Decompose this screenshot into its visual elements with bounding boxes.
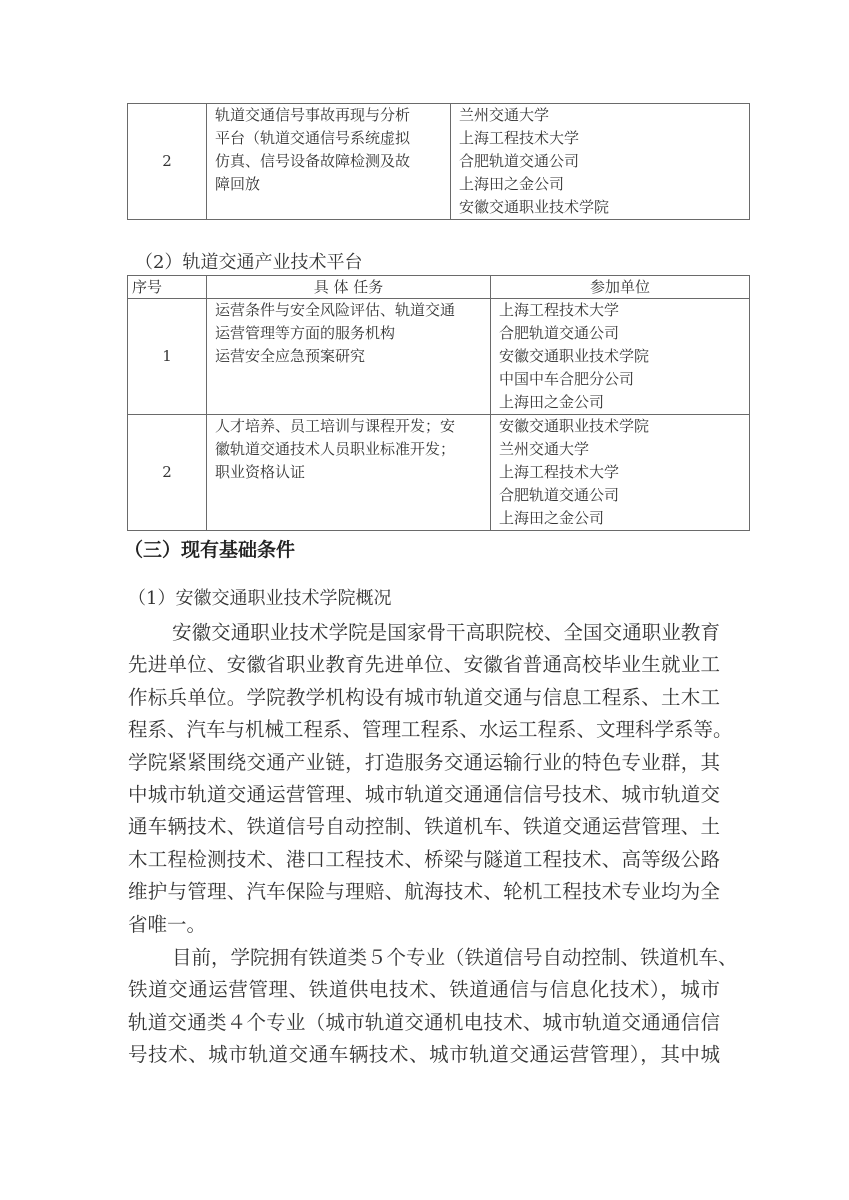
table-row (128, 104, 750, 220)
table-caption: （2）轨道交通产业技术平台 (135, 252, 363, 273)
row-task (207, 299, 491, 415)
row-task (207, 104, 451, 220)
row-task (207, 415, 491, 531)
table-header-row (128, 276, 750, 299)
row-units (491, 299, 750, 415)
task-line: 运营管理等方面的服务机构 (215, 324, 396, 342)
unit-line: 安徽交通职业技术学院 (499, 417, 650, 435)
unit-line: 安徽交通职业技术学院 (499, 347, 650, 365)
row-seq: 2 (128, 415, 207, 531)
paragraph-line: 先进单位、安徽省职业教育先进单位、安徽省普通高校毕业生就业工 (128, 653, 720, 677)
table-row (128, 415, 750, 531)
unit-line: 上海工程技术大学 (499, 301, 620, 319)
row-seq: 2 (128, 104, 207, 220)
platform-table-1 (127, 103, 750, 220)
task-line: 运营安全应急预案研究 (215, 347, 366, 365)
row-units (451, 104, 750, 220)
paragraph-line: 作标兵单位。学院教学机构设有城市轨道交通与信息工程系、土木工 (128, 685, 720, 709)
row-seq: 1 (128, 299, 207, 415)
unit-line: 安徽交通职业技术学院 (459, 198, 610, 216)
task-line: 职业资格认证 (215, 463, 306, 481)
task-line: 仿真、信号设备故障检测及故 (215, 152, 411, 170)
paragraph-line: 学院紧紧围绕交通产业链，打造服务交通运输行业的特色专业群，其 (128, 750, 720, 774)
header-seq: 序号 (128, 276, 207, 299)
unit-line: 上海工程技术大学 (499, 463, 620, 481)
header-units: 参加单位 (491, 276, 750, 299)
paragraph-line: 维护与管理、汽车保险与理赔、航海技术、轮机工程技术专业均为全 (128, 880, 720, 904)
paragraph-line: 铁道交通运营管理、铁道供电技术、铁道通信与信息化技术），城市 (128, 978, 720, 1002)
unit-line: 上海田之金公司 (499, 393, 605, 411)
task-line: 人才培养、员工培训与课程开发；安 (215, 417, 456, 435)
task-line: 平台（轨道交通信号系统虚拟 (215, 129, 411, 147)
task-line: 障回放 (215, 175, 261, 193)
unit-line: 合肥轨道交通公司 (459, 152, 580, 170)
unit-line: 上海田之金公司 (459, 175, 565, 193)
unit-line: 中国中车合肥分公司 (499, 370, 635, 388)
paragraph-majors (128, 942, 738, 1072)
table-row (128, 299, 750, 415)
paragraph-line: 木工程检测技术、港口工程技术、桥梁与隧道工程技术、高等级公路 (128, 847, 720, 871)
paragraph-line: 中城市轨道交通运营管理、城市轨道交通通信信号技术、城市轨道交 (128, 782, 720, 806)
unit-line: 兰州交通大学 (459, 106, 550, 124)
paragraph-line: 安徽交通职业技术学院是国家骨干高职院校、全国交通职业教育 (172, 621, 720, 644)
paragraph-line: 通车辆技术、铁道信号自动控制、铁道机车、铁道交通运营管理、土 (128, 815, 720, 839)
task-line: 轨道交通信号事故再现与分析 (215, 106, 411, 124)
platform-table-2 (127, 275, 750, 531)
paragraph-line: 目前，学院拥有铁道类５个专业（铁道信号自动控制、铁道机车、 (172, 946, 738, 969)
unit-line: 合肥轨道交通公司 (499, 324, 620, 342)
sub-heading: （1）安徽交通职业技术学院概况 (128, 588, 392, 609)
row-units (491, 415, 750, 531)
task-line: 徽轨道交通技术人员职业标准开发； (215, 440, 456, 458)
paragraph-line: 程系、汽车与机械工程系、管理工程系、水运工程系、文理科学系等。 (128, 718, 733, 742)
section-heading: （三）现有基础条件 (124, 539, 296, 561)
unit-line: 兰州交通大学 (499, 440, 590, 458)
paragraph-line: 号技术、城市轨道交通车辆技术、城市轨道交通运营管理），其中城 (128, 1043, 720, 1067)
unit-line: 合肥轨道交通公司 (499, 486, 620, 504)
header-task: 具 体 任务 (207, 276, 491, 299)
task-line: 运营条件与安全风险评估、轨道交通 (215, 301, 456, 319)
paragraph-line: 省唯一。 (128, 912, 207, 936)
paragraph-line: 轨道交通类４个专业（城市轨道交通机电技术、城市轨道交通通信信 (128, 1010, 720, 1034)
paragraph-overview (128, 617, 733, 941)
unit-line: 上海田之金公司 (499, 509, 605, 527)
unit-line: 上海工程技术大学 (459, 129, 580, 147)
